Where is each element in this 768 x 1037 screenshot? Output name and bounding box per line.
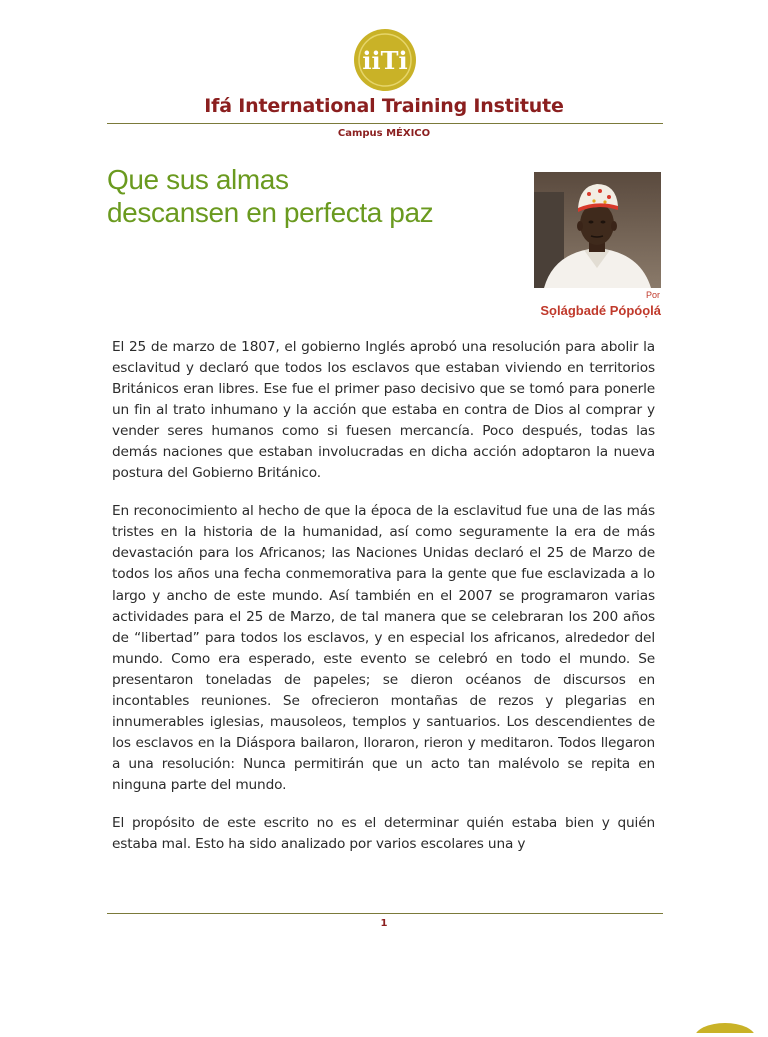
institute-logo: [352, 27, 418, 93]
institute-name: Ifá International Training Institute: [204, 95, 564, 117]
header-divider: [107, 123, 663, 124]
byline-prefix: Por: [645, 290, 660, 300]
page-number: 1: [380, 918, 388, 929]
logo-text: iiTi: [362, 46, 408, 75]
author-name: Sọlágbadé Pópóọlá: [540, 303, 661, 318]
footer-divider: [107, 913, 663, 914]
paragraph-3: El propósito de este escrito no es el determinar quién estaba bien y quién estaba mal. Esto ha sido analizado por varios escolares una y: [112, 814, 655, 853]
article-body: [112, 337, 655, 872]
author-photo: [534, 172, 661, 288]
campus-label: Campus MÉXICO: [337, 128, 431, 139]
title-line-1: Que sus almas: [107, 164, 289, 195]
paragraph-2: En reconocimiento al hecho de que la época de la esclavitud fue una de las más tristes en la historia de la humanidad, así como seguramente la era de más devastación para los Africanos; las Naciones Unidas declaró el 25 de Marzo de todos los años una fecha conmemorativa para la gente que fue esclavizada a lo largo y ancho de este mundo. Así también en el 2007 se programaron varias actividades para el 25 de Marzo, de tal manera que se celebraran los 200 años de “libertad” para todos los esclavos, y en especial los africanos, alrededor del mundo. Como era esperado, este evento se celebró en todo el mundo. Se presentaron toneladas de papeles; se dieron océanos de discursos en incontables reuniones. Se ofrecieron montañas de rezos y plegarias en innumerables iglesias, mausoleos, templos y santuarios. Los descendientes de los esclavos en la Diáspora bailaron, lloraron, rieron y meditaron. Todos llegaron a una resolución: Nunca permitirán que un acto tan malévolo se repita en ninguna parte del mundo.: [112, 503, 655, 793]
title-line-2: descansen en perfecta paz: [107, 197, 434, 228]
logo-edge-fragment: [690, 1015, 760, 1033]
article-title: [107, 163, 507, 229]
paragraph-1: El 25 de marzo de 1807, el gobierno Inglés aprobó una resolución para abolir la esclavitud y declaró que todos los esclavos que estaban viviendo en territorios Británicos eran libres. Ese fue el primer paso decisivo que se tomó para ponerle un fin al trato inhumano y la acción que estaba en contra de Dios al comprar y vender seres humanos como si fuesen mercancía. Poco después, todas las demás naciones que estaban involucradas en dicha acción adoptaron la nueva postura del Gobierno Británico.: [112, 339, 655, 482]
